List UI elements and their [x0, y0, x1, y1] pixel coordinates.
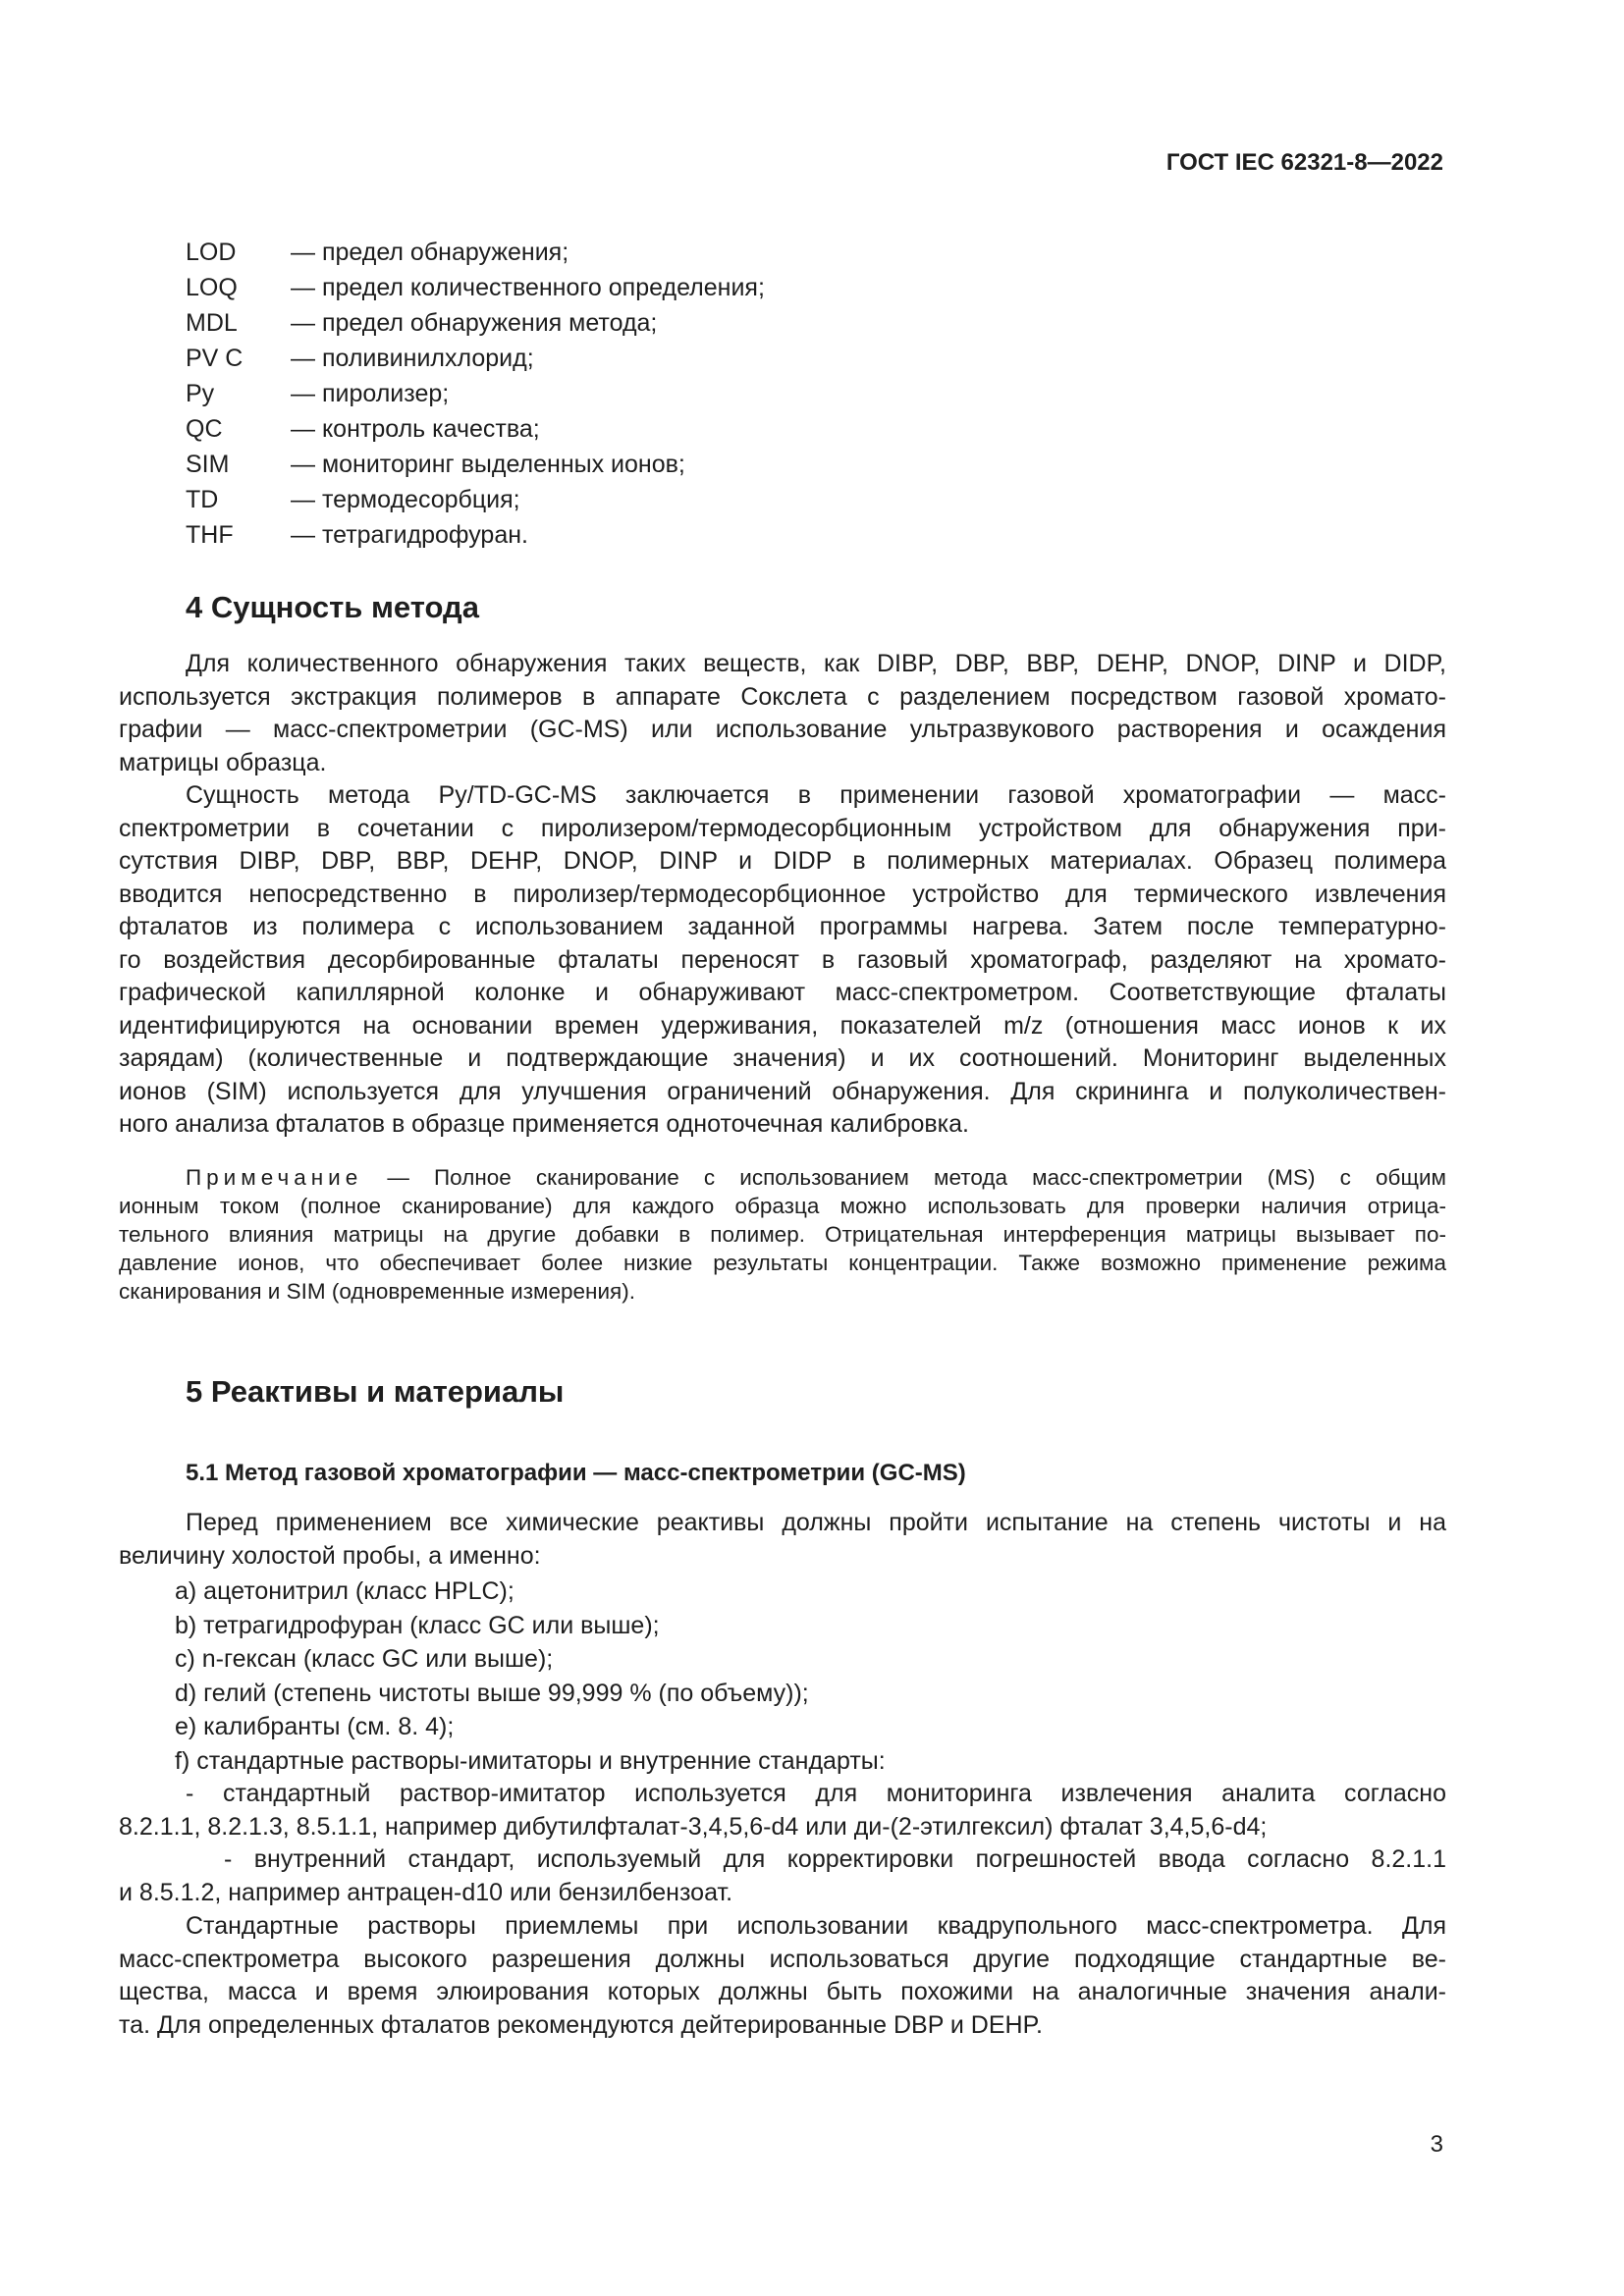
list-item: e) калибранты (см. 8. 4);	[175, 1713, 455, 1740]
abbreviation-code: PV C	[186, 345, 244, 372]
text-line: матрицы образца.	[119, 748, 327, 776]
section-4-paragraph-2	[119, 779, 1446, 1142]
text-line: и 8.5.1.2, например антрацен-d10 или бензилбензоат.	[119, 1878, 733, 1906]
abbreviation-code: LOQ	[186, 274, 238, 301]
abbreviation-desc: — предел обнаружения метода;	[291, 309, 658, 337]
abbreviation-code: TD	[186, 486, 219, 513]
text-line	[119, 1163, 1446, 1192]
note-label: Примечание	[186, 1165, 363, 1190]
document-header: ГОСТ IEC 62321-8—2022	[1165, 149, 1443, 176]
abbreviation-desc: — пиролизер;	[291, 380, 450, 407]
section-4-paragraph-1	[119, 648, 1446, 779]
text-line: Сущность метода Py/TD-GC-MS заключается в применении газовой хроматографии — масс-	[186, 781, 1446, 809]
abbreviation-row	[186, 411, 765, 447]
abbreviation-desc: — термодесорбция;	[291, 486, 520, 513]
text-line: графической капиллярной колонке и обнаруживают масс-спектрометром. Соответствующие фталаты	[119, 979, 1446, 1006]
text-line: используется экстракция полимеров в аппарате Сокслета с разделением посредством газовой хромато-	[119, 682, 1446, 711]
section-5-intro	[119, 1507, 1446, 1573]
abbreviation-code: THF	[186, 521, 234, 549]
text-line: та. Для определенных фталатов рекомендуются дейтерированные DBP и DEHP.	[119, 2010, 1043, 2039]
text-line: - стандартный раствор-имитатор используется для мониторинга извлечения аналита согласно	[186, 1780, 1446, 1807]
reagent-list	[175, 1575, 886, 1778]
note-block	[119, 1163, 1446, 1306]
text-line: сканирования и SIM (одновременные измерения).	[119, 1279, 635, 1304]
abbreviation-row	[186, 270, 765, 305]
abbreviation-desc: — тетрагидрофуран.	[291, 521, 528, 549]
abbreviation-code: MDL	[186, 309, 238, 337]
text-line: графии — масс-спектрометрии (GC-MS) или использование ультразвукового растворения и осаждения	[119, 716, 1446, 743]
abbreviation-desc: — мониторинг выделенных ионов;	[291, 451, 685, 478]
abbreviation-row	[186, 341, 765, 376]
abbreviation-row	[186, 376, 765, 411]
section-4-title: 4 Сущность метода	[186, 590, 479, 624]
text-line: ионным током (полное сканирование) для каждого образца можно использовать для проверки наличия отрица-	[119, 1194, 1446, 1218]
abbreviation-desc: — предел обнаружения;	[291, 239, 569, 266]
abbreviation-row	[186, 482, 765, 517]
abbreviation-desc: — предел количественного определения;	[291, 274, 765, 301]
list-item: c) n-гексан (класс GC или выше);	[175, 1645, 554, 1673]
abbreviation-row	[186, 235, 765, 270]
abbreviation-desc: — контроль качества;	[291, 415, 540, 443]
abbreviation-row	[186, 517, 765, 553]
text-line: зарядам) (количественные и подтверждающие значения) и их соотношений. Мониторинг выделенных	[119, 1044, 1446, 1072]
list-item: a) ацетонитрил (класс HPLC);	[175, 1577, 514, 1605]
text-line: Для количественного обнаружения таких веществ, как DIBP, DBP, BBP, DEHP, DNOP, DINP и DIDP,	[186, 650, 1446, 677]
page-number: 3	[1430, 2131, 1443, 2158]
list-item: f) стандартные растворы-имитаторы и внутренние стандарты:	[175, 1746, 886, 1775]
abbreviation-row	[186, 447, 765, 482]
text-line: вводится непосредственно в пиролизер/термодесорбционное устройство для термического извлечения	[119, 880, 1446, 908]
text-line: ного анализа фталатов в образце применяется одноточечная калибровка.	[119, 1110, 969, 1138]
abbreviation-code: LOD	[186, 239, 237, 266]
text-line: Стандартные растворы приемлемы при использовании квадрупольного масс-спектрометра. Для	[186, 1912, 1446, 1940]
abbreviation-code: Py	[186, 380, 215, 407]
text-line: величину холостой пробы, а именно:	[119, 1541, 541, 1570]
text-line: го воздействия десорбированные фталаты переносят в газовый хроматограф, разделяют на хромато-	[119, 945, 1446, 974]
text-line: фталатов из полимера с использованием заданной программы нагрева. Затем после температурно-	[119, 913, 1446, 940]
text-line: сутствия DIBP, DBP, BBP, DEHP, DNOP, DINP и DIDP в полимерных материалах. Образец полимера	[119, 847, 1446, 875]
text-line: тельного влияния матрицы на другие добавки в полимер. Отрицательная интерференция матрицы вызывает по-	[119, 1222, 1446, 1247]
subsection-5-1-title: 5.1 Метод газовой хроматографии — масс-спектрометрии (GC-MS)	[186, 1460, 966, 1486]
text-line: ионов (SIM) используется для улучшения ограничений обнаружения. Для скрининга и полуколичествен-	[119, 1077, 1446, 1105]
standard-sub-item-2	[119, 1843, 1446, 1909]
text-line: 8.2.1.1, 8.2.1.3, 8.5.1.1, например дибутилфталат-3,4,5,6-d4 или ди-(2-этилгексил) фталат 3,4,5,6-d4;	[119, 1812, 1268, 1841]
abbreviation-row	[186, 305, 765, 341]
text-line: Перед применением все химические реактивы должны пройти испытание на степень чистоты и на	[186, 1509, 1446, 1536]
text-line: щества, масса и время элюирования которых должны быть похожими на аналогичные значения анали-	[119, 1978, 1446, 2005]
text-line: спектрометрии в сочетании с пиролизером/термодесорбционным устройством для обнаружения при-	[119, 814, 1446, 842]
note-text: — Полное сканирование с использованием метода масс-спектрометрии (MS) с общим	[362, 1165, 1446, 1190]
abbreviation-code: QC	[186, 415, 223, 443]
text-line: масс-спектрометра высокого разрешения должны использоваться другие подходящие стандартные ве-	[119, 1945, 1446, 1973]
section-5-title: 5 Реактивы и материалы	[186, 1374, 565, 1409]
section-5-closing	[119, 1910, 1446, 2042]
list-item: b) тетрагидрофуран (класс GC или выше);	[175, 1611, 660, 1639]
text-line: идентифицируются на основании времен удерживания, показателей m/z (отношения масс ионов к их	[119, 1011, 1446, 1040]
list-item: d) гелий (степень чистоты выше 99,999 % (по объему));	[175, 1679, 809, 1707]
text-line: давление ионов, что обеспечивает более низкие результаты концентрации. Также возможно применение режима	[119, 1251, 1446, 1275]
abbreviation-code: SIM	[186, 451, 230, 478]
text-line: - внутренний стандарт, используемый для корректировки погрешностей ввода согласно 8.2.1.1	[224, 1845, 1446, 1873]
standard-sub-item-1	[119, 1778, 1446, 1843]
abbreviation-desc: — поливинилхлорид;	[291, 345, 534, 372]
abbreviation-list	[186, 235, 765, 553]
